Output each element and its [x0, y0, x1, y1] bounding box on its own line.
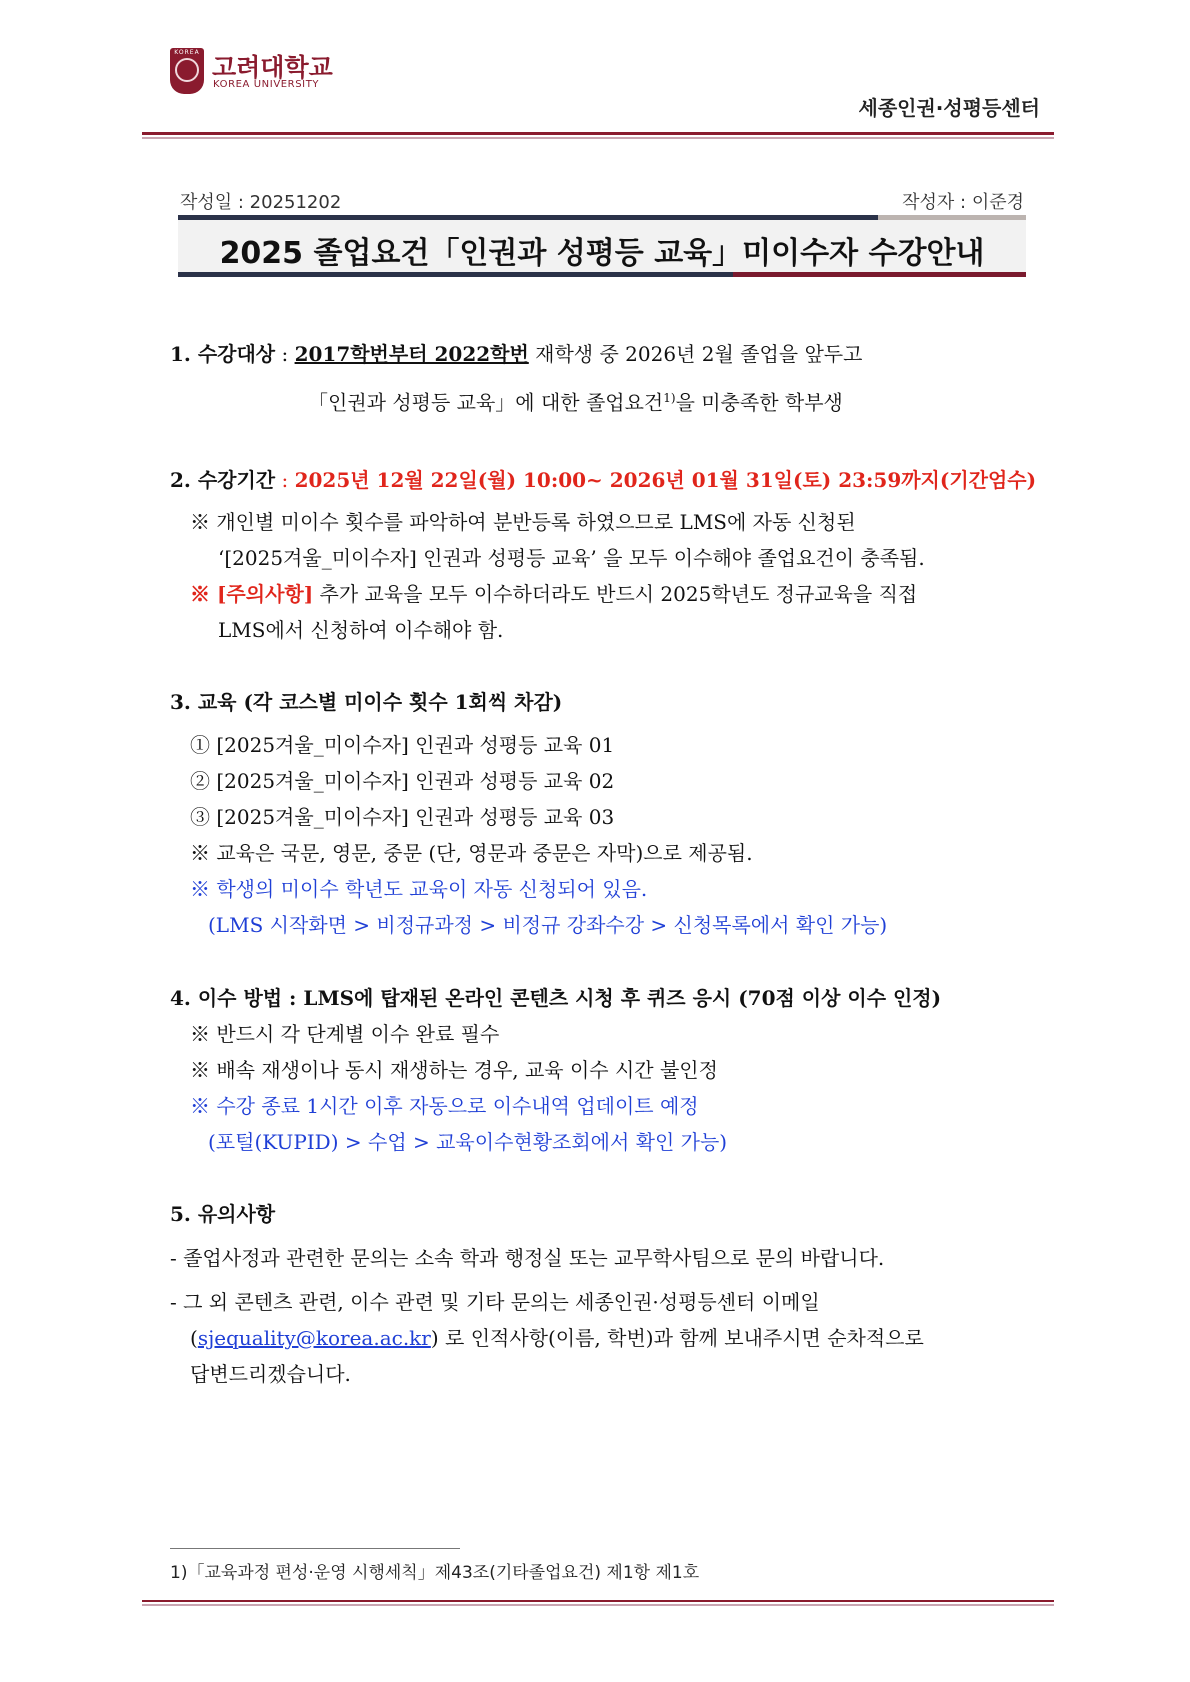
lms-path-note: (LMS 시작화면 > 비정규과정 > 비정규 강좌수강 > 신청목록에서 확인 가능) [208, 913, 888, 937]
section-5-heading: 5. 유의사항 [170, 1202, 276, 1226]
paren-open: ( [190, 1326, 198, 1350]
center-name: 세종인권·성평등센터 [858, 96, 1040, 120]
section-1-line-1 [170, 342, 862, 366]
footer-divider-sub [142, 1604, 1054, 1606]
section-1-rest: 재학생 중 2026년 2월 졸업을 앞두고 [528, 342, 863, 366]
created-date: 작성일 : 20251202 [180, 192, 342, 213]
section-5-item-2c: 답변드리겠습니다. [190, 1362, 351, 1386]
section-4-line [170, 986, 941, 1010]
section-4-note-1: ※ 반드시 각 단계별 이수 완료 필수 [190, 1022, 500, 1046]
header-divider [142, 132, 1054, 135]
completion-method: : LMS에 탑재된 온라인 콘텐츠 시청 후 퀴즈 응시 (70점 이상 이수 인정) [282, 986, 942, 1010]
header-divider-sub [142, 137, 1054, 139]
section-2-note-2a [190, 582, 917, 606]
section-2-note-1a: ※ 개인별 미이수 횟수를 파악하여 분반등록 하였으므로 LMS에 자동 신청된 [190, 510, 856, 534]
section-4-note-3: ※ 수강 종료 1시간 이후 자동으로 이수내역 업데이트 예정 [190, 1094, 699, 1118]
title-bottom-bar-maroon [733, 272, 1026, 277]
section-4-note-4: (포털(KUPID) > 수업 > 교육이수현황조회에서 확인 가능) [208, 1130, 728, 1154]
university-logo [170, 48, 370, 98]
page-title: 2025 졸업요건「인권과 성평등 교육」미이수자 수강안내 [219, 236, 985, 271]
section-1-line-2-text: 「인권과 성평등 교육」에 대한 졸업요건 [308, 390, 664, 415]
section-1-line-2 [308, 386, 843, 415]
section-2-note-1b: ‘[2025겨울_미이수자] 인권과 성평등 교육’ 을 모두 이수해야 졸업요건이 충족됨. [218, 546, 925, 570]
section-5-item-2a: - 그 외 콘텐츠 관련, 이수 관련 및 기타 문의는 세종인권·성평등센터 이메일 [170, 1290, 820, 1314]
section-1-label: 1. 수강대상 [170, 342, 276, 366]
course-period: 2025년 12월 22일(월) 10:00~ 2026년 01월 31일(토) 23:59까지(기간엄수) [294, 468, 1037, 492]
course-item: ② [2025겨울_미이수자] 인권과 성평등 교육 02 [190, 769, 615, 793]
university-seal-icon [170, 48, 204, 94]
author: 작성자 : 이준경 [902, 192, 1024, 213]
footnote-reference: 1) [663, 391, 676, 405]
section-5-item-2b [190, 1326, 924, 1350]
target-students: 2017학번부터 2022학번 [294, 342, 529, 366]
section-2-line-1 [170, 468, 1036, 492]
logo-english-name: KOREA UNIVERSITY [213, 79, 320, 90]
caution-label: ※ [주의사항] [190, 582, 314, 606]
auto-enroll-note: ※ 학생의 미이수 학년도 교육이 자동 신청되어 있음. [190, 877, 648, 901]
section-3-heading: 3. 교육 (각 코스별 미이수 횟수 1회씩 차감) [170, 690, 563, 714]
section-2-note-2b: LMS에서 신청하여 이수해야 함. [218, 618, 504, 642]
section-5-item-1-text: - 졸업사정과 관련한 문의는 소속 학과 행정실 또는 교무학사팀으로 문의 바랍니다. [170, 1246, 885, 1270]
footer-divider [142, 1600, 1054, 1602]
footnote-divider [170, 1548, 460, 1549]
language-note: ※ 교육은 국문, 영문, 중문 (단, 영문과 중문은 자막)으로 제공됨. [190, 841, 753, 865]
course-item: ① [2025겨울_미이수자] 인권과 성평등 교육 01 [190, 733, 615, 757]
separator: : [275, 342, 295, 366]
section-4-note-2: ※ 배속 재생이나 동시 재생하는 경우, 교육 이수 시간 불인정 [190, 1058, 718, 1082]
logo-korean-name: 고려대학교 [212, 53, 333, 82]
section-2-label: 2. 수강기간 [170, 468, 276, 492]
contact-email-link[interactable]: sjequality@korea.ac.kr [197, 1326, 431, 1350]
section-5-item-2b-text: ) 로 인적사항(이름, 학번)과 함께 보내주시면 순차적으로 [430, 1326, 924, 1350]
section-5-item-1 [170, 1246, 1030, 1270]
seal-text: KOREA [174, 49, 200, 56]
course-item: ③ [2025겨울_미이수자] 인권과 성평등 교육 03 [190, 805, 615, 829]
section-1-line-2-end: 을 미충족한 학부생 [675, 390, 843, 415]
title-bottom-bar-navy [178, 272, 733, 277]
section-4-label: 4. 이수 방법 [170, 986, 283, 1010]
footnote: 1)「교육과정 편성·운영 시행세칙」제43조(기타졸업요건) 제1항 제1호 [170, 1563, 700, 1583]
separator: : [275, 468, 295, 492]
caution-text: 추가 교육을 모두 이수하더라도 반드시 2025학년도 정규교육을 직접 [313, 582, 918, 606]
